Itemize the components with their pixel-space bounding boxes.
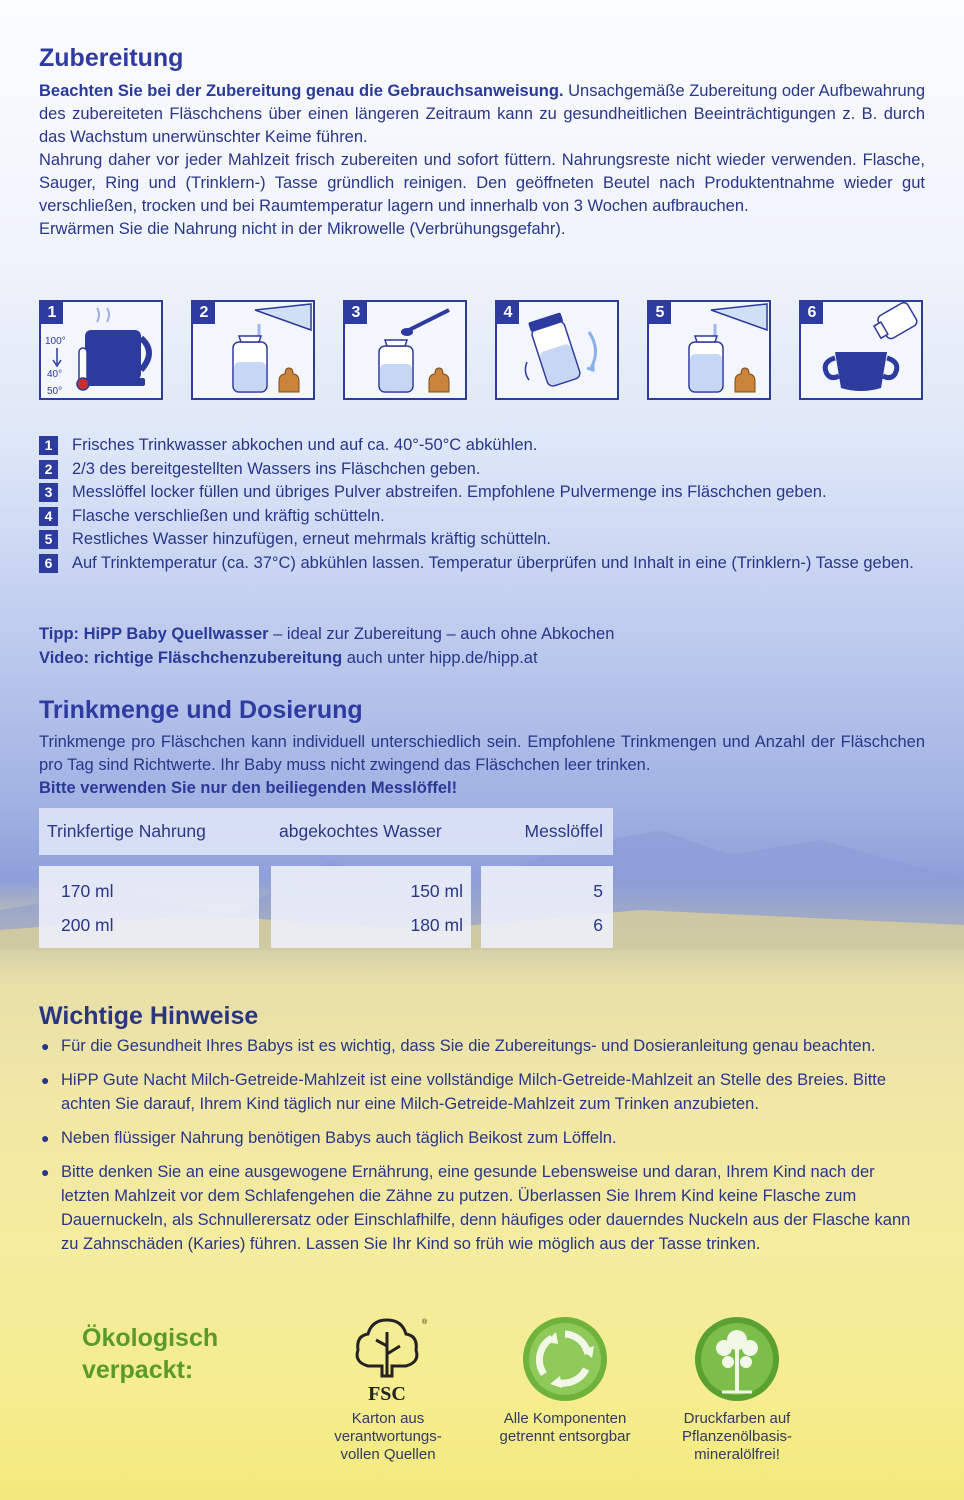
step-3-illustration (343, 300, 467, 400)
prep-intro-bold: Beachten Sie bei der Zubereitung genau die Gebrauchsanweisung. (39, 82, 564, 100)
list-item-text: HiPP Gute Nacht Milch-Getreide-Mahlzeit ist eine vollständige Milch-Getreide-Mahlzeit an Stelle des Breies. Bitte achten Sie darauf, Ihrem Kind täglich nur eine Milch-Getreide-Mahlzeit zum Trinken anzubieten. (61, 1071, 887, 1113)
dosage-title: Trinkmenge und Dosierung (39, 696, 363, 724)
recycle-caption-line: Alle Komponenten (503, 1410, 627, 1427)
list-item (39, 505, 925, 529)
dosage-intro (39, 731, 925, 800)
list-item-text: Auf Trinktemperatur (ca. 37°C) abkühlen lassen. Temperatur überprüfen und Inhalt in eine (Trinklern-) Tasse geben. (72, 553, 914, 572)
step-3-badge: 3 (345, 302, 367, 324)
thermo-40-label: 40° (47, 369, 63, 380)
prep-microwave-warning: Erwärmen Sie die Nahrung nicht in der Mikrowelle (Verbrühungsgefahr). (39, 220, 566, 238)
list-item (39, 552, 925, 576)
video-text: auch unter hipp.de/hipp.at (342, 649, 538, 667)
step-6-badge: 6 (801, 302, 823, 324)
table-cell: 5 (593, 881, 603, 901)
table-cell: 6 (593, 915, 603, 935)
bullet-icon: ● (41, 1072, 50, 1088)
list-item-text: 2/3 des bereitgestellten Wassers ins Fläschchen geben. (72, 459, 481, 478)
step-illustrations (39, 300, 925, 402)
eco-title-line2: verpackt: (82, 1356, 194, 1384)
table-cell: 170 ml (61, 881, 114, 901)
tip-label: Tipp: HiPP Baby Quellwasser (39, 625, 269, 643)
spoons-column (481, 866, 613, 948)
header-boiled-water: abgekochtes Wasser (279, 821, 442, 841)
prep-hygiene-text: Nahrung daher vor jeder Mahlzeit frisch zubereiten und sofort füttern. Nahrungsreste nicht wieder verwenden. Flasche, Sauger, Ring und (Trinklern-) Tasse gründlich reinigen. Den geöffneten Beutel nach Produktentnahme wieder gut verschließen, trocken und bei Raumtemperatur lagern und innerhalb von 3 Wochen aufbrauchen. (39, 151, 925, 215)
fsc-caption (298, 1410, 478, 1464)
notes-list (39, 1034, 925, 1266)
table-cell: 180 ml (410, 915, 463, 935)
ink-caption-line: mineralölfrei! (694, 1446, 780, 1463)
recycle-caption-line: getrennt entsorgbar (499, 1428, 631, 1445)
bullet-icon: ● (41, 1130, 50, 1146)
prep-intro-rest: Unsachgemäße Zubereitung oder Aufbewahrung des zubereiteten Fläschchens über einen längeren Zeitraum kann zu gesundheitlichen Beeinträchtigungen z. B. durch das Wachstum unerwünschter Keime führen. (39, 82, 925, 146)
list-item-number: 5 (39, 530, 58, 549)
tip-text: – ideal zur Zubereitung – auch ohne Abkochen (268, 625, 615, 643)
list-item (39, 1160, 925, 1256)
step-4-illustration (495, 300, 619, 400)
list-item (39, 1034, 925, 1058)
recycle-icon (520, 1314, 610, 1404)
step-5-badge: 5 (649, 302, 671, 324)
thermo-100-label: 100° (45, 336, 66, 347)
list-item-text: Flasche verschließen und kräftig schütteln. (72, 506, 385, 525)
boiled-water-column (271, 866, 471, 948)
list-item (39, 458, 925, 482)
step-1-illustration (39, 300, 163, 400)
list-item-text: Für die Gesundheit Ihres Babys ist es wichtig, dass Sie die Zubereitungs- und Dosieranleitung genau beachten. (61, 1037, 876, 1055)
fsc-caption-line: verantwortungs- (334, 1428, 442, 1445)
list-item-text: Restliches Wasser hinzufügen, erneut mehrmals kräftig schütteln. (72, 530, 552, 548)
table-cell: 200 ml (61, 915, 114, 935)
list-item-number: 6 (39, 554, 58, 573)
dosage-intro-text: Trinkmenge pro Fläschchen kann individuell unterschiedlich sein. Empfohlene Trinkmengen und Anzahl der Fläschchen pro Tag sind Richtwerte. Ihr Baby muss nicht zwingend das Fläschchen leer trinken. (39, 733, 925, 774)
list-item (39, 434, 925, 458)
bullet-icon: ● (41, 1038, 50, 1054)
plant-ink-icon (692, 1314, 782, 1404)
fsc-label: FSC (368, 1383, 406, 1404)
step-1-badge: 1 (41, 302, 63, 324)
step-2-badge: 2 (193, 302, 215, 324)
list-item (39, 1126, 925, 1150)
header-spoons: Messlöffel (524, 821, 603, 841)
fsc-caption-line: Karton aus (351, 1410, 425, 1427)
list-item (39, 1068, 925, 1116)
thermo-50-label: 50° (47, 386, 63, 397)
ink-caption-line: Druckfarben auf (683, 1410, 791, 1427)
step-2-illustration (191, 300, 315, 400)
step-4-badge: 4 (497, 302, 519, 324)
header-ready-food: Trinkfertige Nahrung (47, 821, 206, 841)
dosage-table (39, 808, 613, 935)
list-item-number: 1 (39, 436, 58, 455)
dosage-table-header (39, 808, 613, 855)
recycle-caption (475, 1410, 655, 1446)
bullet-icon: ● (41, 1164, 50, 1180)
prep-title: Zubereitung (39, 44, 184, 72)
list-item-text: Neben flüssiger Nahrung benötigen Babys auch täglich Beikost zum Löffeln. (61, 1129, 617, 1147)
eco-title-line1: Ökologisch (82, 1324, 219, 1352)
dosage-spoon-warning: Bitte verwenden Sie nur den beiliegenden Messlöffel! (39, 779, 458, 797)
list-item (39, 481, 925, 505)
list-item (39, 528, 925, 552)
list-item-text: Bitte denken Sie an eine ausgewogene Ernährung, eine gesunde Lebensweise und daran, Ihrem Kind nach der letzten Mahlzeit vor dem Schlafengehen die Zähne zu putzen. Überlassen Sie Ihrem Kind keine Flasche zum Dauernuckeln, als Schnullerersatz oder Einschlafhilfe, denn häufiges oder dauerndes Nuckeln aus der Flasche kann zu Zahnschäden (Karies) führen. Lassen Sie Ihr Kind so früh wie möglich aus der Tasse trinken. (61, 1163, 911, 1253)
tips (39, 622, 614, 670)
ink-caption-line: Pflanzenölbasis- (681, 1428, 793, 1445)
step-6-illustration (799, 300, 923, 400)
prep-intro (39, 80, 925, 241)
ink-caption (647, 1410, 827, 1464)
list-item-number: 3 (39, 483, 58, 502)
list-item-number: 4 (39, 507, 58, 526)
eco-title (82, 1322, 218, 1386)
list-item-text: Frisches Trinkwasser abkochen und auf ca. 40°-50°C abkühlen. (72, 436, 538, 454)
list-item-text: Messlöffel locker füllen und übriges Pulver abstreifen. Empfohlene Pulvermenge ins Fläschchen geben. (72, 483, 827, 501)
ready-food-column (39, 866, 259, 948)
list-item-number: 2 (39, 460, 58, 479)
notes-title: Wichtige Hinweise (39, 1002, 259, 1030)
step-list (39, 434, 925, 575)
fsc-logo-icon (342, 1314, 432, 1404)
table-cell: 150 ml (410, 881, 463, 901)
step-5-illustration (647, 300, 771, 400)
svg-text:®: ® (422, 1319, 428, 1326)
fsc-caption-line: vollen Quellen (340, 1446, 436, 1463)
video-label: Video: richtige Fläschchenzubereitung (39, 649, 343, 667)
